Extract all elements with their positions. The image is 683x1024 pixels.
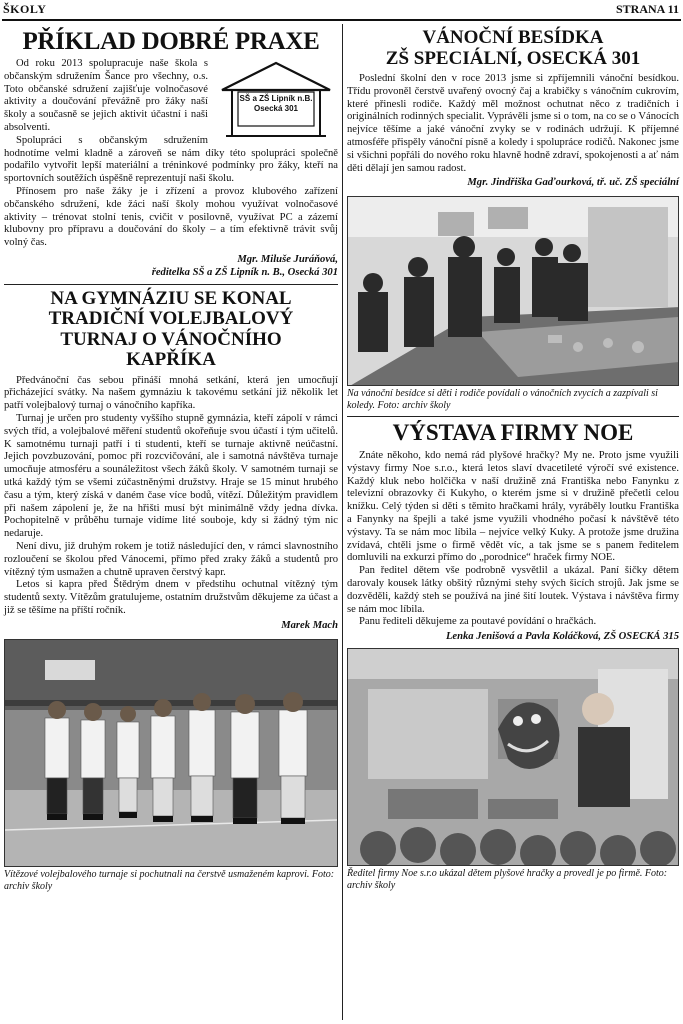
photo-caption: Na vánoční besídce si děti i rodiče povídali o vánočních zvycích a zazpívali si koledy. Foto: archiv školy <box>347 388 658 412</box>
article-divider <box>4 284 338 285</box>
page-number: STRANA 11 <box>615 2 679 16</box>
article-subtitle: ZŠ SPECIÁLNÍ, OSECKÁ 301 <box>385 47 641 69</box>
article-title: VÝSTAVA FIRMY NOE <box>392 420 634 446</box>
author-role: ředitelka SŠ a ZŠ Lipník n. B., Osecká 301 <box>151 266 338 278</box>
paragraph: Letos si kapra před Štědrým dnem v předstihu ochutnal vítězný tým studentů sexty. Vítězům gratulujeme, ostatním družstvům děkujeme za účast a již se těšíme na příští ročník. <box>4 579 338 616</box>
article-title: PŘÍKLAD DOBRÉ PRAXE <box>22 28 320 55</box>
paragraph: Znáte někoho, kdo nemá rád plyšové hračky? My ne. Proto jsme využili výstavy firmy Noe s.r.o., která letos slaví dvacetileté výročí své existence. Každý kluk nebo holčička v naší družině zná Františka nebo Fanynku z televizní obrazovky či Kukyho, o kterém jsme si v družině přečetli celou knížku. Celý týden si děti s těmito hračkami hrály, vyráběly loutku Františka a Fanynky na špejli a také jsme využili vhodného počasí k návštěvě této výstavy. Ta se nám moc líbila – nejvíce velký Kuky. A protože jsme družina zvídavá, chtěli jsme o firmě vědět víc, a tak jsme se s panem ředitelem domluvili na exkurzi přímo do „porodnice“ hraček firmy NOE. <box>347 450 679 564</box>
author-name: Lenka Jenišová a Pavla Koláčková, ZŠ OSECKÁ 315 <box>445 631 679 643</box>
left-column <box>4 24 338 1024</box>
paragraph: Poslední školní den v roce 2013 jsme si zpříjemnili vánoční besídkou. Třídu provoněl čerstvě uvařený ovocný čaj a krabičky s vánočním cukrovím, které přinesli rodiče. Každý měl možnost ochutnat něco z tradičních i originálních rodinných specialit. Vyprávěli jsme si o tom, na co se o Vánocích nejvíce těšíme a jaké vánoční zvyky se v rodinách udržují. K příjemné atmosféře přispěly vánoční písně a koledy i spolupráce rodičů. Nakonec jsme si všichni popřáli do nového roku hlavně hodně zdraví, spokojenosti a ať nám děti dělají jen samou radost. <box>347 73 679 174</box>
article-christmas-party <box>347 28 679 412</box>
paragraph: Není divu, již druhým rokem je totiž následující den, v rámci slavnostního rozloučení se školou před Vánocemi, přímo před zraky žáků a studentů pro vítězný tým usmažen a chutně upraven čerstvý kapr. <box>4 540 338 578</box>
paragraph: Od roku 2013 spolupracuje naše škola s občanským sdružením Šance pro všechny, o.s. Toto občanské sdružení zajišťuje volnočasové aktivity a doučování převážně pro žáky naší školy a současně se jejich aktivit účastní i naši absolventi. <box>4 58 208 133</box>
column-divider <box>342 24 343 1020</box>
article-title: VÁNOČNÍ BESÍDKA <box>422 27 604 48</box>
article-divider <box>347 416 679 417</box>
paragraph: Spolupráci s občanským sdružením hodnotíme velmi kladně a zároveň se nám díky této spolupráci společně podařilo vytvořit lepší materiální a tréninkové podmínky pro žáky, kteří na sportovních soutěžích úspěšně reprezentují naši školu. <box>4 134 338 185</box>
paragraph: Turnaj je určen pro studenty vyššího stupně gymnázia, kteří zápolí v rámci svých tříd, a volejbalové měření studentů okořeňuje svou účastí i tým učitelů. K samotnému turnaji patří i ti studenti, kteří se turnaje aktivně neúčastní. Jejich povzbuzování, pomoc při rozcvičování, ale i samotná návštěva turnaje umocňuje atmosféru a sounáležitost všech žáků školy. V samotném turnaji se utká každý tým se všemi zúčastněnými družstvy. Hraje se 15 minut hrubého času a tým, který získá v daném čase více bodů, vítězí. Důležitým pravidlem při našem zápolení je, že na hřišti musí být minimálně vždy jedna dívka. Pochopitelně v průběhu turnaje vidíme lité souboje, kdy si žádný tým nic nedaruje. <box>4 413 338 540</box>
article-noe-exhibition <box>347 421 679 892</box>
paragraph: Pan ředitel dětem vše podrobně vysvětlil a ukázal. Paní šičky dětem darovaly kousek látky obšitý různými stehy svých šicích strojů. Jak jsme se dozvěděli, každý steh se používá na jiné šití loutek. Výstava i návštěva firmy se nám moc líbila. <box>347 565 679 615</box>
christmas-party-photo <box>347 196 679 386</box>
paragraph: Panu řediteli děkujeme za poutavé povídání o hračkách. <box>359 616 597 628</box>
right-column <box>347 24 679 1024</box>
author-name: Mgr. Jindřiška Gaďourková, tř. uč. ZŠ speciální <box>467 177 679 189</box>
volleyball-team-photo <box>4 639 338 867</box>
logo-text: SŠ a ZŠ Lipník n.B. Osecká 301 <box>239 94 313 113</box>
school-logo <box>214 60 338 140</box>
paragraph: Předvánoční čas sebou přináší mnohá setkání, která jen umocňují přicházející svátky. Na našem gymnáziu k takovému setkání již několik let patří volejbalový turnaj o vánočního kapříka. <box>4 374 338 412</box>
photo-caption: Vítězové volejbalového turnaje si pochutnali na čerstvě usmaženém kaprovi. Foto: archiv školy <box>4 868 335 892</box>
section-title: ŠKOLY <box>3 2 47 16</box>
article-title: NA GYMNÁZIU SE KONAL TRADIČNÍ VOLEJBALOVÝ TURNAJ O VÁNOČNÍHO KAPŘÍKA <box>48 287 294 371</box>
article-good-practice <box>4 28 338 280</box>
author-name: Mgr. Miluše Juráňová, <box>237 253 338 265</box>
noe-factory-photo <box>347 648 679 866</box>
photo-caption: Ředitel firmy Noe s.r.o ukázal dětem plyšové hračky a provedl je po firmě. Foto: archiv školy <box>347 867 668 891</box>
article-volleyball <box>4 289 338 893</box>
header-rule <box>2 19 681 21</box>
author-name: Marek Mach <box>281 619 338 631</box>
paragraph: Přínosem pro naše žáky je i zřízení a provoz klubového zařízení občanského sdružení, kde žáci naší školy mohou využívat volnočasové aktivity – trénovat stolní tenis, cvičit v posilovně, využívat PC a zázemí klubovny pro přípravu a doučování do školy – a tím efektivně trávit svůj volný čas. <box>4 185 338 249</box>
